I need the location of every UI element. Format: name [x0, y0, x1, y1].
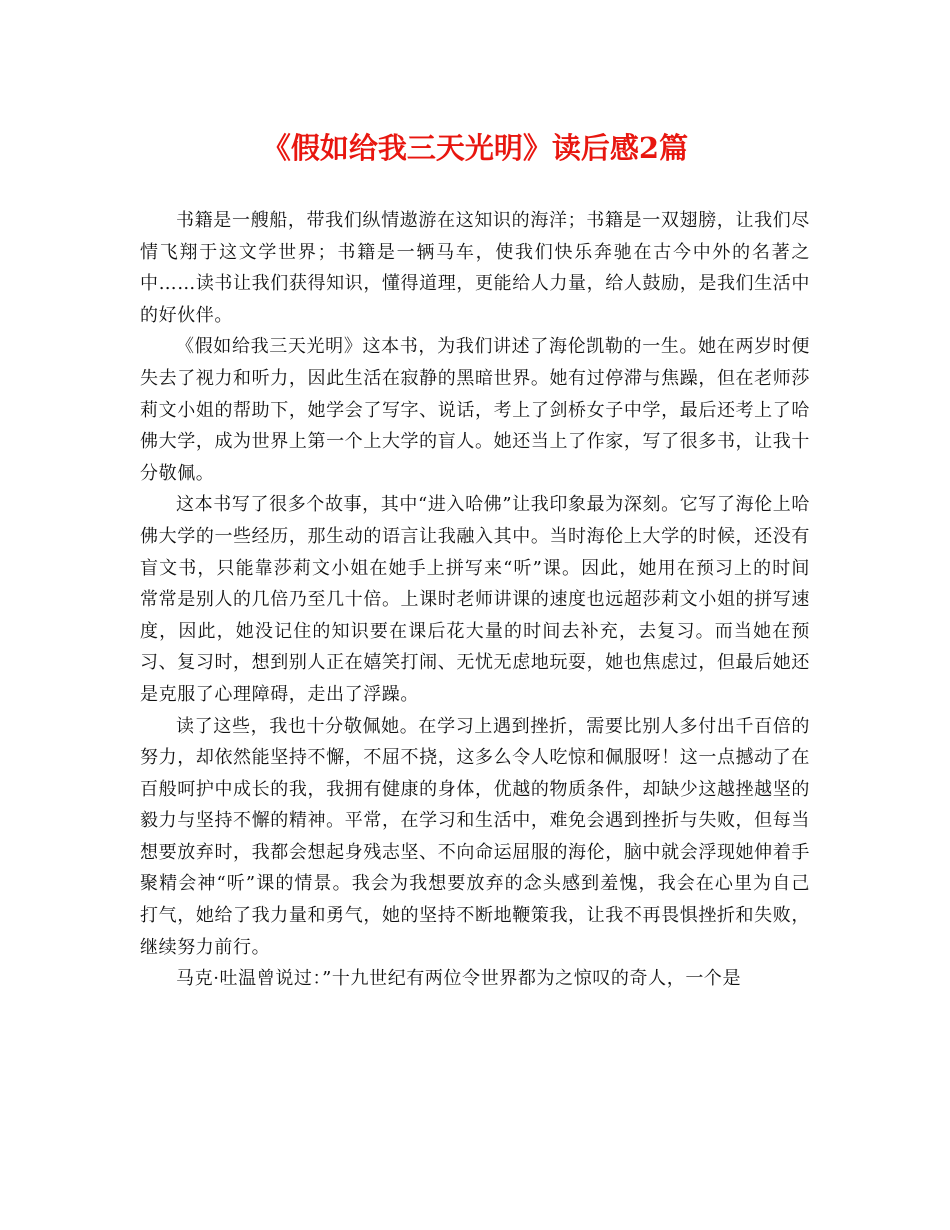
document-body: [140, 205, 810, 995]
paragraph-2: 《假如给我三天光明》这本书，为我们讲述了海伦凯勒的一生。她在两岁时便失去了视力和听力，因此生活在寂静的黑暗世界。她有过停滞与焦躁，但在老师莎莉文小姐的帮助下，她学会了写字、说话，考上了剑桥女子中学，最后还考上了哈佛大学，成为世界上第一个上大学的盲人。她还当上了作家，写了很多书，让我十分敬佩。: [140, 336, 810, 484]
paragraph-4: 读了这些，我也十分敬佩她。在学习上遇到挫折，需要比别人多付出千百倍的努力，却依然能坚持不懈，不屈不挠，这多么令人吃惊和佩服呀！这一点撼动了在百般呵护中成长的我，我拥有健康的身体，优越的物质条件，却缺少这越挫越坚的毅力与坚持不懈的精神。平常，在学习和生活中，难免会遇到挫折与失败，但每当想要放弃时，我都会想起身残志坚、不向命运屈服的海伦，脑中就会浮现她伸着手聚精会神“听”课的情景。我会为我想要放弃的念头感到羞愧，我会在心里为自己打气，她给了我力量和勇气，她的坚持不断地鞭策我，让我不再畏惧挫折和失败，继续努力前行。: [140, 715, 810, 958]
paragraph-5: 马克·吐温曾说过：”十九世纪有两位令世界都为之惊叹的奇人，一个是: [176, 968, 742, 990]
paragraph-1: 书籍是一艘船，带我们纵情遨游在这知识的海洋；书籍是一双翅膀，让我们尽情飞翔于这文学世界；书籍是一辆马车，使我们快乐奔驰在古今中外的名著之中……读书让我们获得知识，懂得道理，更能给人力量，给人鼓励，是我们生活中的好伙伴。: [140, 210, 810, 326]
document-title: 《假如给我三天光明》读后感2篇: [261, 131, 689, 165]
paragraph-3: 这本书写了很多个故事，其中“进入哈佛”让我印象最为深刻。它写了海伦上哈佛大学的一些经历，那生动的语言让我融入其中。当时海伦上大学的时候，还没有盲文书，只能靠莎莉文小姐在她手上拼写来“听”课。因此，她用在预习上的时间常常是别人的几倍乃至几十倍。上课时老师讲课的速度也远超莎莉文小姐的拼写速度，因此，她没记住的知识要在课后花大量的时间去补充，去复习。而当她在预习、复习时，想到别人正在嬉笑打闹、无忧无虑地玩耍，她也焦虑过，但最后她还是克服了心理障碍，走出了浮躁。: [140, 494, 810, 705]
